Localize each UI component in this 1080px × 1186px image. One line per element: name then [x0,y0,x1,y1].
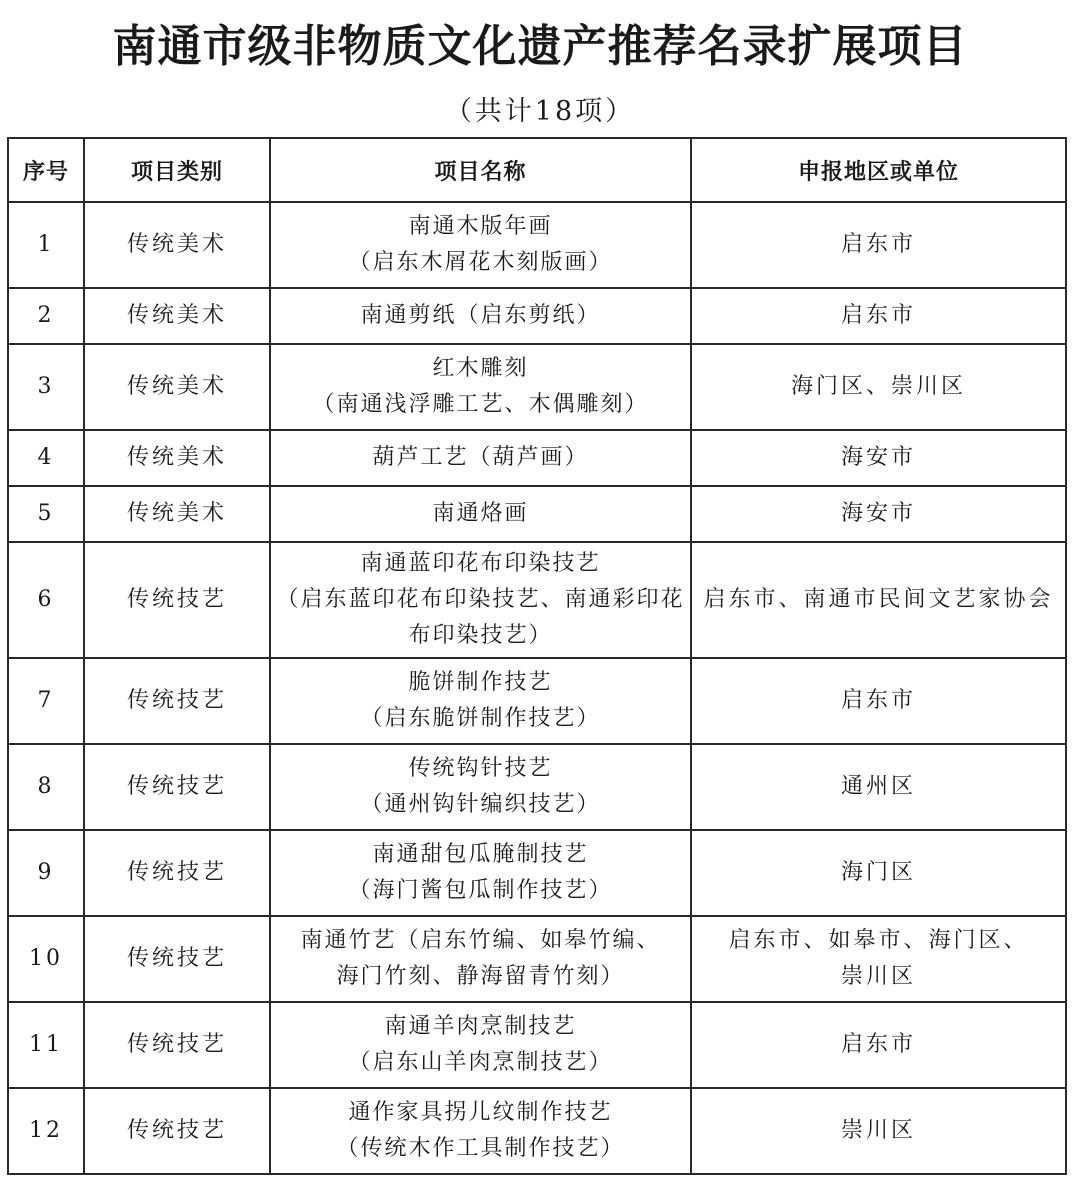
row-category: 传统技艺 [84,1002,270,1088]
row-number: 4 [8,430,84,486]
table-row [8,344,1066,430]
row-category: 传统美术 [84,288,270,344]
region-line: 启东市 [840,303,916,328]
row-project-name [270,1002,691,1088]
region-line: 启东市、如皋市、海门区、 [728,928,1029,953]
project-name-line: （启东蓝印花布印染技艺、南通彩印花 [276,587,685,612]
row-region [691,1088,1066,1174]
project-name-line: 南通木版年画 [408,214,553,239]
row-region [691,430,1066,486]
row-number: 6 [8,542,84,658]
region-line: 崇川区 [840,1118,916,1143]
region-line: 启东市、南通市民间文艺家协会 [703,587,1054,612]
header-region: 申报地区或单位 [691,138,1066,202]
table-row [8,542,1066,658]
row-number: 12 [8,1088,84,1174]
region-line: 启东市 [840,1032,916,1057]
row-category: 传统美术 [84,430,270,486]
table-row [8,430,1066,486]
row-number: 3 [8,344,84,430]
project-name-line: （通州钩针编织技艺） [360,792,601,817]
project-name-line: （海门酱包瓜制作技艺） [348,878,613,903]
row-category: 传统美术 [84,344,270,430]
row-category: 传统技艺 [84,916,270,1002]
project-name-line: （启东脆饼制作技艺） [360,706,601,731]
region-line: 海安市 [840,445,916,470]
region-line: 通州区 [840,774,916,799]
row-project-name [270,202,691,288]
row-project-name [270,542,691,658]
project-name-line: 传统钩针技艺 [408,756,553,781]
row-category: 传统美术 [84,202,270,288]
region-line: 海门区 [840,860,916,885]
row-project-name [270,430,691,486]
project-name-line: 南通烙画 [432,501,529,526]
region-line: 海安市 [840,501,916,526]
document-title: 南通市级非物质文化遗产推荐名录扩展项目 [112,21,968,72]
project-name-line: （传统木作工具制作技艺） [336,1136,625,1161]
row-number: 7 [8,658,84,744]
row-region [691,344,1066,430]
project-name-line: 通作家具拐儿纹制作技艺 [348,1100,613,1125]
table-row [8,658,1066,744]
table-row [8,1002,1066,1088]
document-subtitle: （共计18项） [444,96,636,127]
project-name-line: 红木雕刻 [432,356,529,381]
row-number: 5 [8,486,84,542]
region-line: 启东市 [840,688,916,713]
row-category: 传统技艺 [84,1088,270,1174]
project-name-line: （南通浅浮雕工艺、木偶雕刻） [312,392,649,417]
row-region [691,658,1066,744]
project-name-line: 脆饼制作技艺 [408,670,553,695]
row-number: 9 [8,830,84,916]
table-row [8,202,1066,288]
row-region [691,288,1066,344]
row-number: 11 [8,1002,84,1088]
table-row [8,830,1066,916]
table-row [8,486,1066,542]
row-category: 传统技艺 [84,830,270,916]
table-row [8,1088,1066,1174]
row-region [691,486,1066,542]
row-project-name [270,1088,691,1174]
project-name-line: 南通剪纸（启东剪纸） [360,303,601,328]
table-header-row [8,138,1066,202]
row-number: 10 [8,916,84,1002]
table-body [8,202,1066,1174]
heritage-list-table [7,137,1067,1175]
row-number: 2 [8,288,84,344]
row-project-name [270,658,691,744]
row-number: 8 [8,744,84,830]
row-region [691,916,1066,1002]
project-name-line: （启东木屑花木刻版画） [348,250,613,275]
project-name-line: 南通羊肉烹制技艺 [384,1014,577,1039]
project-name-line: （启东山羊肉烹制技艺） [348,1050,613,1075]
header-project-name: 项目名称 [270,138,691,202]
row-region [691,542,1066,658]
row-region [691,1002,1066,1088]
project-name-line: 布印染技艺） [408,623,553,648]
row-project-name [270,288,691,344]
row-project-name [270,486,691,542]
project-name-line: 南通甜包瓜腌制技艺 [372,842,589,867]
region-line: 启东市 [840,232,916,257]
row-region [691,744,1066,830]
project-name-line: 南通蓝印花布印染技艺 [360,551,601,576]
project-name-line: 葫芦工艺（葫芦画） [372,445,589,470]
row-category: 传统美术 [84,486,270,542]
project-name-line: 海门竹刻、静海留青竹刻） [336,964,625,989]
row-category: 传统技艺 [84,542,270,658]
row-project-name [270,830,691,916]
row-region [691,830,1066,916]
table-row [8,288,1066,344]
row-category: 传统技艺 [84,744,270,830]
row-project-name [270,344,691,430]
table-row [8,916,1066,1002]
row-region [691,202,1066,288]
row-project-name [270,916,691,1002]
project-name-line: 南通竹艺（启东竹编、如皋竹编、 [300,928,661,953]
header-number: 序号 [8,138,84,202]
row-project-name [270,744,691,830]
region-line: 崇川区 [840,964,916,989]
header-category: 项目类别 [84,138,270,202]
row-category: 传统技艺 [84,658,270,744]
row-number: 1 [8,202,84,288]
table-row [8,744,1066,830]
region-line: 海门区、崇川区 [790,374,966,399]
